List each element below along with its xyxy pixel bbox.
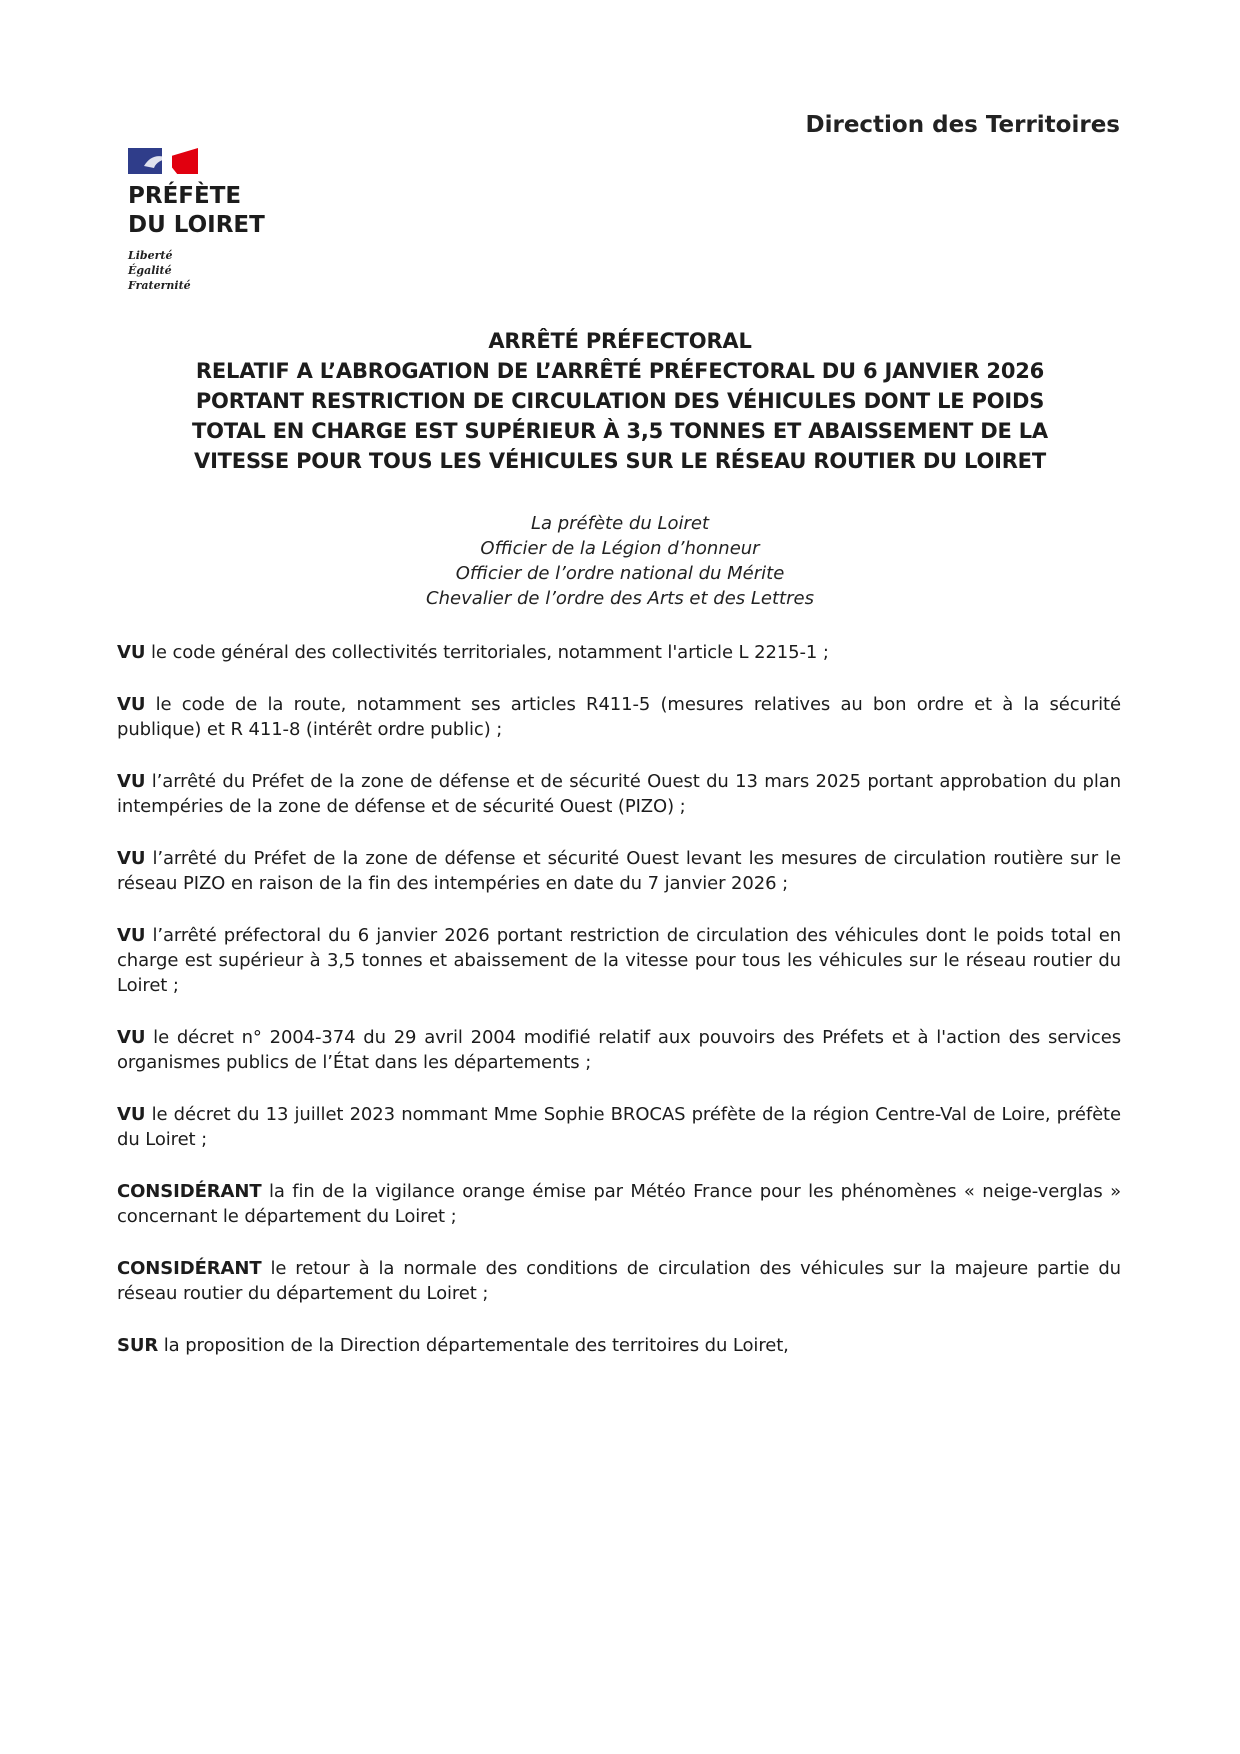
paragraph-vu-arrete-6-janvier xyxy=(117,923,1121,998)
paragraph-vu-cgct xyxy=(117,640,1121,665)
paragraph-keyword: CONSIDÉRANT xyxy=(117,1181,262,1202)
document-body xyxy=(117,640,1121,1385)
marianne-flag-icon xyxy=(128,148,198,174)
document-title xyxy=(120,326,1120,476)
prefete-line: La préfète du Loiret xyxy=(530,513,710,534)
title-line: PORTANT RESTRICTION DE CIRCULATION DES VÉHICULES DONT LE POIDS xyxy=(195,389,1045,413)
paragraph-keyword: VU xyxy=(117,1027,146,1048)
title-line: RELATIF A L’ABROGATION DE L’ARRÊTÉ PRÉFECTORAL DU 6 JANVIER 2026 xyxy=(195,359,1045,383)
title-line: ARRÊTÉ PRÉFECTORAL xyxy=(488,329,752,353)
prefete-line: Chevalier de l’ordre des Arts et des Lettres xyxy=(426,588,814,609)
logo-title-line1: PRÉFÈTE xyxy=(128,183,242,209)
direction-heading: Direction des Territoires xyxy=(805,112,1120,138)
paragraph-text: la fin de la vigilance orange émise par Météo France pour les phénomènes « neige-verglas » concernant le département du Loiret ; xyxy=(117,1181,1121,1227)
prefete-line: Officier de l’ordre national du Mérite xyxy=(455,563,785,584)
paragraph-text: le retour à la normale des conditions de circulation des véhicules sur la majeure partie du réseau routier du département du Loiret ; xyxy=(117,1258,1121,1304)
paragraph-text: le décret du 13 juillet 2023 nommant Mme Sophie BROCAS préfète de la région Centre-Val de Loire, préfète du Loiret ; xyxy=(117,1104,1121,1150)
paragraph-text: l’arrêté du Préfet de la zone de défense et sécurité Ouest levant les mesures de circulation routière sur le réseau PIZO en raison de la fin des intempéries en date du 7 janvier 2026 ; xyxy=(117,848,1121,894)
paragraph-text: l’arrêté du Préfet de la zone de défense et de sécurité Ouest du 13 mars 2025 portant approbation du plan intempéries de la zone de défense et de sécurité Ouest (PIZO) ; xyxy=(117,771,1121,817)
paragraph-text: le code de la route, notamment ses articles R411-5 (mesures relatives au bon ordre et à la sécurité publique) et R 411-8 (intérêt ordre public) ; xyxy=(117,694,1121,740)
paragraph-keyword: VU xyxy=(117,848,146,869)
title-line: TOTAL EN CHARGE EST SUPÉRIEUR À 3,5 TONNES ET ABAISSEMENT DE LA xyxy=(192,419,1048,443)
paragraph-keyword: CONSIDÉRANT xyxy=(117,1258,262,1279)
paragraph-considerant-retour xyxy=(117,1256,1121,1306)
paragraph-vu-pizo xyxy=(117,769,1121,819)
paragraph-text: l’arrêté préfectoral du 6 janvier 2026 portant restriction de circulation des véhicules dont le poids total en charge est supérieur à 3,5 tonnes et abaissement de la vitesse pour tous les véhicules sur le réseau routier du Loiret ; xyxy=(117,925,1121,996)
paragraph-sur-proposition xyxy=(117,1333,1121,1358)
paragraph-keyword: VU xyxy=(117,771,146,792)
paragraph-text: la proposition de la Direction départementale des territoires du Loiret, xyxy=(158,1335,789,1356)
prefete-line: Officier de la Légion d’honneur xyxy=(480,538,760,559)
title-line: VITESSE POUR TOUS LES VÉHICULES SUR LE RÉSEAU ROUTIER DU LOIRET xyxy=(194,449,1046,473)
paragraph-keyword: VU xyxy=(117,925,146,946)
paragraph-vu-code-route xyxy=(117,692,1121,742)
paragraph-text: le décret n° 2004-374 du 29 avril 2004 modifié relatif aux pouvoirs des Préfets et à l'action des services organismes publics de l’État dans les départements ; xyxy=(117,1027,1121,1073)
logo-title-line2: DU LOIRET xyxy=(128,212,265,238)
motto-liberte: Liberté xyxy=(128,249,173,262)
paragraph-keyword: VU xyxy=(117,1104,146,1125)
motto-egalite: Égalité xyxy=(128,264,172,277)
paragraph-considerant-vigilance xyxy=(117,1179,1121,1229)
paragraph-keyword: SUR xyxy=(117,1335,159,1356)
paragraph-keyword: VU xyxy=(117,642,146,663)
prefete-titles xyxy=(120,511,1120,611)
paragraph-vu-decret-2023 xyxy=(117,1102,1121,1152)
republic-motto xyxy=(128,248,265,293)
prefecture-logo xyxy=(128,148,265,293)
paragraph-vu-decret-2004 xyxy=(117,1025,1121,1075)
motto-fraternite: Fraternité xyxy=(128,279,191,292)
paragraph-vu-levee xyxy=(117,846,1121,896)
paragraph-keyword: VU xyxy=(117,694,146,715)
paragraph-text: le code général des collectivités territoriales, notamment l'article L 2215-1 ; xyxy=(145,642,829,663)
